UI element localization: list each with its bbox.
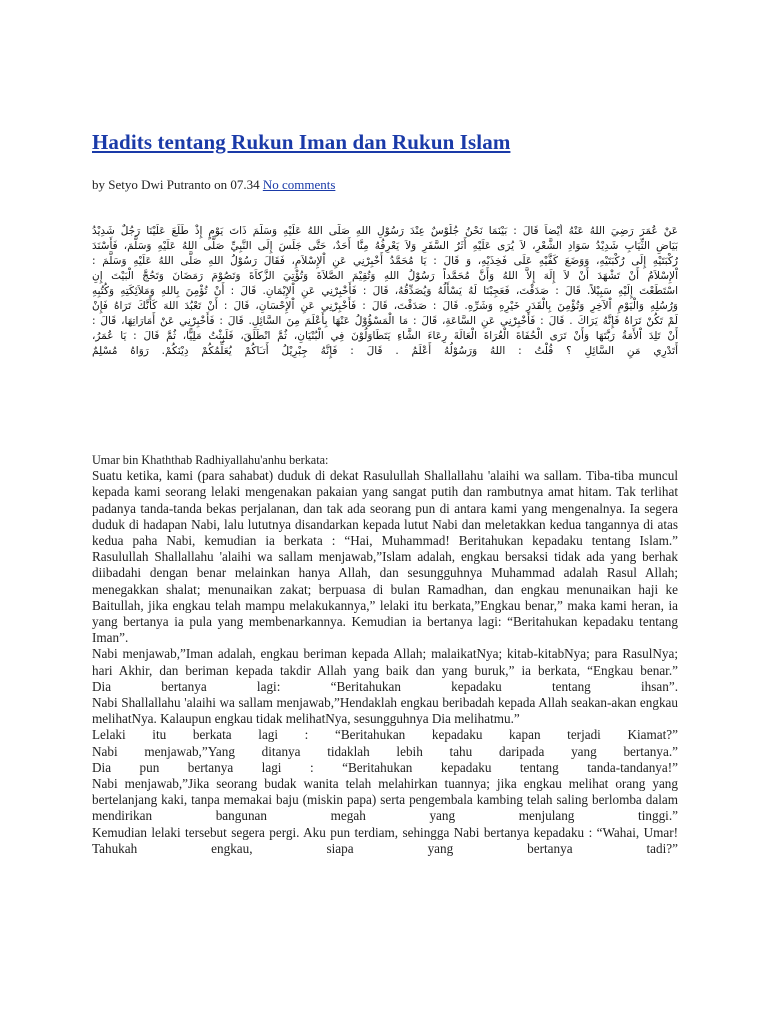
arabic-line: بَيَاضِ الثِّيَابِ شَدِيْدُ سَوَادِ الشَّعْرِ، لاَ يُرَى عَلَيْهِ أَثَرُ السَّفَرِ وَلاَ يَعْرِفُهُ مِنَّا أَحَدٌ، حَتَّى جَلَسَ إِلَى النَّبِيِّ صَلَّى اللهُ عَلَيْهِ وَسَلَّمَ، فَأَسْنَدَ: [92, 240, 678, 252]
byline-on: on: [214, 177, 228, 192]
post-title[interactable]: Hadits tentang Rukun Iman dan Rukun Islam: [92, 130, 511, 154]
arabic-line: أَنْ تَلِدَ اْلأَمَةُ رَبَّتَهَا وَأَنْ تَرَى الْحُفَاةَ الْعُرَاةَ الْعَالَةَ رِعَاءَ الشَّاءِ يَتَطَاوَلُوْنَ فِي الْبُنْيَانِ، ثُمَّ انْطَلَقَ، فَلَبِثْتُ مَلِيًّا، ثُمَّ قَالَ : يَا عُمَرُ،: [92, 330, 678, 342]
arabic-line: عَنْ عُمَرَ رَضِيَ اللهُ عَنْهُ أَيْضاً قَالَ : بَيْنَمَا نَحْنُ جُلُوْسٌ عِنْدَ رَسُوْلِ اللهِ صَلَّى اللهُ عَلَيْهِ وَسَلَّمَ ذَاتَ يَوْمٍ إِذْ طَلَعَ عَلَيْنَا رَجُلٌ شَدِيْدُ: [92, 225, 678, 237]
body-paragraph: Suatu ketika, kami (para sahabat) duduk di dekat Rasulullah Shallallahu 'alaihi wa sallam. Tiba-tiba muncul kepada kami seorang lelaki mengenakan pakaian yang sangat putih dan rambutnya amat hitam. Tak terlihat padanya tanda-tanda bekas perjalanan, dan tak ada seorang pun di antara kami yang mengenalnya. Ia segera duduk di hadapan Nabi, lalu lututnya disandarkan kepada lutut Nabi dan meletakkan kedua tangannya di atas kedua paha Nabi, kemudian ia berkata : “Hai, Muhammad! Beritahukan kepadaku tentang Islam.”: [92, 468, 678, 549]
comments-link[interactable]: No comments: [262, 177, 336, 192]
post-time: 07.34: [230, 177, 260, 192]
translation-text: [92, 452, 678, 857]
body-paragraph: Umar bin Khaththab Radhiyallahu'anhu berkata:: [92, 453, 329, 467]
arabic-line: وَرُسُلِهِ وَالْيَوْمِ اْلآخِرِ وَتُؤْمِنَ بِالْقَدَرِ خَيْرِهِ وَشَرِّهِ. قَالَ : صَدَقْتَ، قَالَ : فَأَخْبِرْنِي عَنِ اْلإِحْسَانِ، قَالَ : أَنْ تَعْبُدَ اللهَ كَأَنَّكَ تَرَاهُ فَإِنْ: [92, 300, 678, 312]
body-paragraph: Nabi menjawab,”Jika seorang budak wanita telah melahirkan tuannya; jika engkau melihat orang yang bertelanjang kaki, tanpa memakai baju (miskin papa) serta pengembala kambing telah saling berlomba dalam mendirikan bangunan megah yang menjulang tinggi.”: [92, 776, 678, 824]
body-paragraph: Lelaki itu berkata lagi : “Beritahukan kepadaku kapan terjadi Kiamat?”: [92, 727, 678, 743]
arabic-line: اسْتَطَعْتَ إِلَيْهِ سَبِيْلاً. قَالَ : صَدَقْتَ، فَعَجِبْنَا لَهُ يَسْأَلُهُ وَيُصَدِّقُهُ، قَالَ : فَأَخْبِرْنِي عَنِ اْلإِيْمَانِ. قَالَ : أَنْ تُؤْمِنَ بِاللهِ وَمَلاَئِكَتِهِ وَكُتُبِهِ: [92, 285, 678, 297]
body-paragraph: Dia bertanya lagi: “Beritahukan kepadaku tentang ihsan”.: [92, 678, 678, 694]
body-paragraph: Nabi Shallallahu 'alaihi wa sallam menjawab,”Hendaklah engkau beribadah kepada Allah seakan-akan engkau melihatNya. Kalaupun engkau tidak melihatNya, sesungguhnya Dia melihatmu.”: [92, 695, 678, 727]
arabic-line: رُكْبَتَيْهِ إِلَى رُكْبَتَيْهِ، وَوَضَعَ كَفَّيْهِ عَلَى فَخِذَيْهِ، وَ قَالَ : يَا مُحَمَّدُ أَخْبِرْنِي عَنِ اْلإِسْلاَمِ، فَقَالَ رَسُوْلُ اللهِ صَلَّى اللهُ عَلَيْهِ وَسَلَّمَ :: [92, 255, 678, 267]
arabic-line: أَتَدْرِي مَنِ السَّائِلِ ؟ قُلْتُ : اللهُ وَرَسُوْلُهُ أَعْلَمُ . قَالَ : فَإِنَّهُ جِبْرِيْلُ أَتـَاكُمْ يُعَلِّمُكُمْ دِيْنَكُمْ. رَوَاهُ مُسْلِمٌ: [92, 345, 678, 357]
body-paragraph: Nabi menjawab,”Yang ditanya tidaklah lebih tahu daripada yang bertanya.”: [92, 743, 678, 759]
body-paragraph: Nabi menjawab,”Iman adalah, engkau beriman kepada Allah; malaikatNya; kitab-kitabNya; para RasulNya; hari Akhir, dan beriman kepada takdir Allah yang baik dan yang buruk,” ia berkata, “Engkau benar.”: [92, 646, 678, 678]
author-name: Setyo Dwi Putranto: [108, 177, 211, 192]
arabic-line: لَمْ تَكُنْ تَرَاهُ فَإِنَّهُ يَرَاكَ . قَالَ : فَأَخْبِرْنِي عَنِ السَّاعَةِ، قَالَ : مَا الْمَسْؤُوْلُ عَنْهَا بِأَعْلَمَ مِنَ السَّائِلِ. قَالَ : فَأَخْبِرْنِي عَنْ أَمَارَاتِهَا، قَالَ :: [92, 315, 678, 327]
body-paragraph: Kemudian lelaki tersebut segera pergi. Aku pun terdiam, sehingga Nabi bertanya kepadaku : “Wahai, Umar! Tahukah engkau, siapa yang bertanya tadi?”: [92, 824, 678, 856]
body-paragraph: Dia pun bertanya lagi : “Beritahukan kepadaku tentang tanda-tandanya!”: [92, 759, 678, 775]
post-byline: [92, 177, 335, 193]
body-paragraph: Rasulullah Shallallahu 'alaihi wa sallam menjawab,”Islam adalah, engkau bersaksi tidak ada yang berhak diibadahi dengan benar melainkan hanya Allah, dan sesungguhnya Muhammad adalah Rasul Allah; menegakkan shalat; menunaikan zakat; berpuasa di bulan Ramadhan, dan engkau menunaikan haji ke Baitullah, jika engkau telah mampu melakukannya,” lelaki itu berkata,”Engkau benar,” maka kami heran, ia yang bertanya ia pula yang membenarkannya. Kemudian ia bertanya lagi: “Beritahukan kepadaku tentang Iman”.: [92, 549, 678, 646]
byline-by: by: [92, 177, 105, 192]
arabic-hadith-text: [92, 224, 678, 390]
arabic-line: اْلإِسْلاَمُ أَنْ تَشْهَدَ أَنْ لاَ إِلَهَ إِلاَّ اللهُ وَأَنَّ مُحَمَّداً رَسُوْلُ اللهِ وَتُقِيْمَ الصَّلاَةَ وَتُؤْتِيَ الزَّكاَةَ وَتَصُوْمَ رَمَضَانَ وَتَحُجَّ الْبَيْتَ إِنِ: [92, 270, 678, 282]
